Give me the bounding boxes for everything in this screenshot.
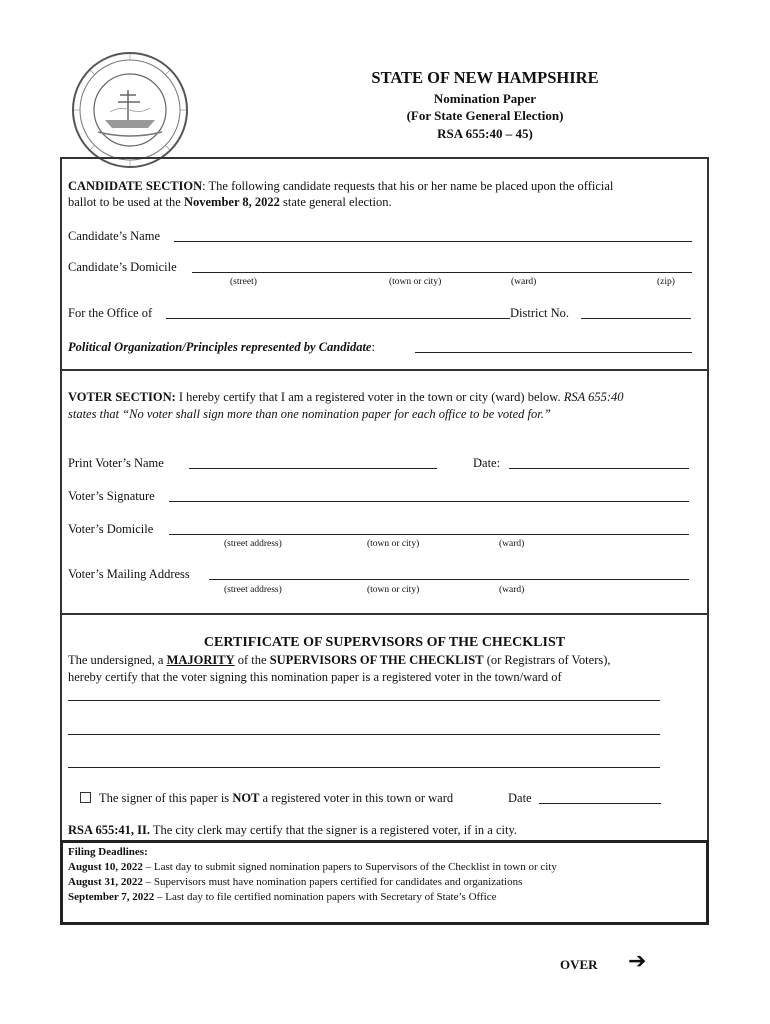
candidate-section xyxy=(60,157,709,370)
print-name-label: Print Voter’s Name xyxy=(68,456,164,470)
candidate-domicile-field[interactable] xyxy=(192,272,692,273)
certificate-line1: The undersigned, a MAJORITY of the SUPERVISORS OF THE CHECKLIST (or Registrars of Voters), xyxy=(68,653,611,667)
voter-date-field[interactable] xyxy=(509,468,689,469)
not-registered-row: The signer of this paper is NOT a registered voter in this town or ward xyxy=(80,791,453,806)
voter-date-label: Date: xyxy=(473,456,501,470)
deadlines-heading: Filing Deadlines: xyxy=(68,846,148,858)
state-seal-logo xyxy=(70,50,190,170)
domicile-town-caption: (town or city) xyxy=(389,277,442,287)
mailing-label: Voter’s Mailing Address xyxy=(68,567,190,581)
voter-intro-line1: VOTER SECTION: I hereby certify that I am a registered voter in the town or city (ward) below. RSA 655:40 xyxy=(68,390,624,404)
district-field[interactable] xyxy=(581,318,691,319)
voter-dom-ward-caption: (ward) xyxy=(499,539,525,549)
voter-intro-line2: states that “No voter shall sign more than one nomination paper for each office to be voted for.” xyxy=(68,407,551,421)
mail-street-caption: (street address) xyxy=(224,585,282,595)
candidate-intro-line1: CANDIDATE SECTION: The following candidate requests that his or her name be placed upon the official xyxy=(68,179,614,193)
certificate-title: CERTIFICATE OF SUPERVISORS OF THE CHECKLIST xyxy=(203,635,566,650)
domicile-street-caption: (street) xyxy=(230,277,257,287)
party-label: Political Organization/Principles represented by Candidate: xyxy=(68,340,375,354)
voter-dom-town-caption: (town or city) xyxy=(367,539,420,549)
candidate-name-label: Candidate’s Name xyxy=(68,229,160,243)
party-field[interactable] xyxy=(415,352,692,353)
certificate-line2: hereby certify that the voter signing this nomination paper is a registered voter in the town/ward of xyxy=(68,670,562,684)
mail-ward-caption: (ward) xyxy=(499,585,525,595)
rsa-reference: RSA 655:40 – 45) xyxy=(437,126,533,141)
signature-field[interactable] xyxy=(169,501,689,502)
voter-section xyxy=(60,369,709,614)
town-ward-field-1[interactable] xyxy=(68,700,660,701)
mail-town-caption: (town or city) xyxy=(367,585,420,595)
candidate-intro-line2: ballot to be used at the November 8, 2022 state general election. xyxy=(68,195,392,209)
page-title: STATE OF NEW HAMPSHIRE xyxy=(371,68,599,87)
cert-date-field[interactable] xyxy=(539,803,661,804)
candidate-domicile-label: Candidate’s Domicile xyxy=(68,260,177,274)
signature-label: Voter’s Signature xyxy=(68,489,155,503)
domicile-zip-caption: (zip) xyxy=(657,277,675,287)
district-label: District No. xyxy=(510,306,570,320)
town-ward-field-2[interactable] xyxy=(68,734,660,735)
office-field[interactable] xyxy=(166,318,510,319)
filing-deadlines-box xyxy=(60,840,709,925)
voter-domicile-label: Voter’s Domicile xyxy=(68,522,154,536)
certificate-section xyxy=(60,613,709,841)
deadline-item: August 10, 2022 – Last day to submit signed nomination papers to Supervisors of the Checklist in town or city xyxy=(68,861,557,873)
election-type: (For State General Election) xyxy=(406,108,564,123)
not-registered-checkbox[interactable] xyxy=(80,792,91,803)
voter-domicile-field[interactable] xyxy=(169,534,689,535)
town-ward-field-3[interactable] xyxy=(68,767,660,768)
deadline-item: August 31, 2022 – Supervisors must have nomination papers certified for candidates and organizations xyxy=(68,876,523,888)
page-subtitle: Nomination Paper xyxy=(433,91,537,106)
voter-dom-street-caption: (street address) xyxy=(224,539,282,549)
mailing-field[interactable] xyxy=(209,579,689,580)
print-name-field[interactable] xyxy=(189,468,437,469)
domicile-ward-caption: (ward) xyxy=(511,277,537,287)
arrow-right-icon: ➔ xyxy=(628,948,647,973)
over-label: OVER xyxy=(560,957,598,972)
deadline-item: September 7, 2022 – Last day to file certified nomination papers with Secretary of State’s Office xyxy=(68,891,497,903)
office-label: For the Office of xyxy=(68,306,153,320)
candidate-name-field[interactable] xyxy=(174,241,692,242)
rsa-city-clerk-note: RSA 655:41, II. The city clerk may certify that the signer is a registered voter, if in a city. xyxy=(68,823,518,837)
cert-date-label: Date xyxy=(508,791,532,805)
